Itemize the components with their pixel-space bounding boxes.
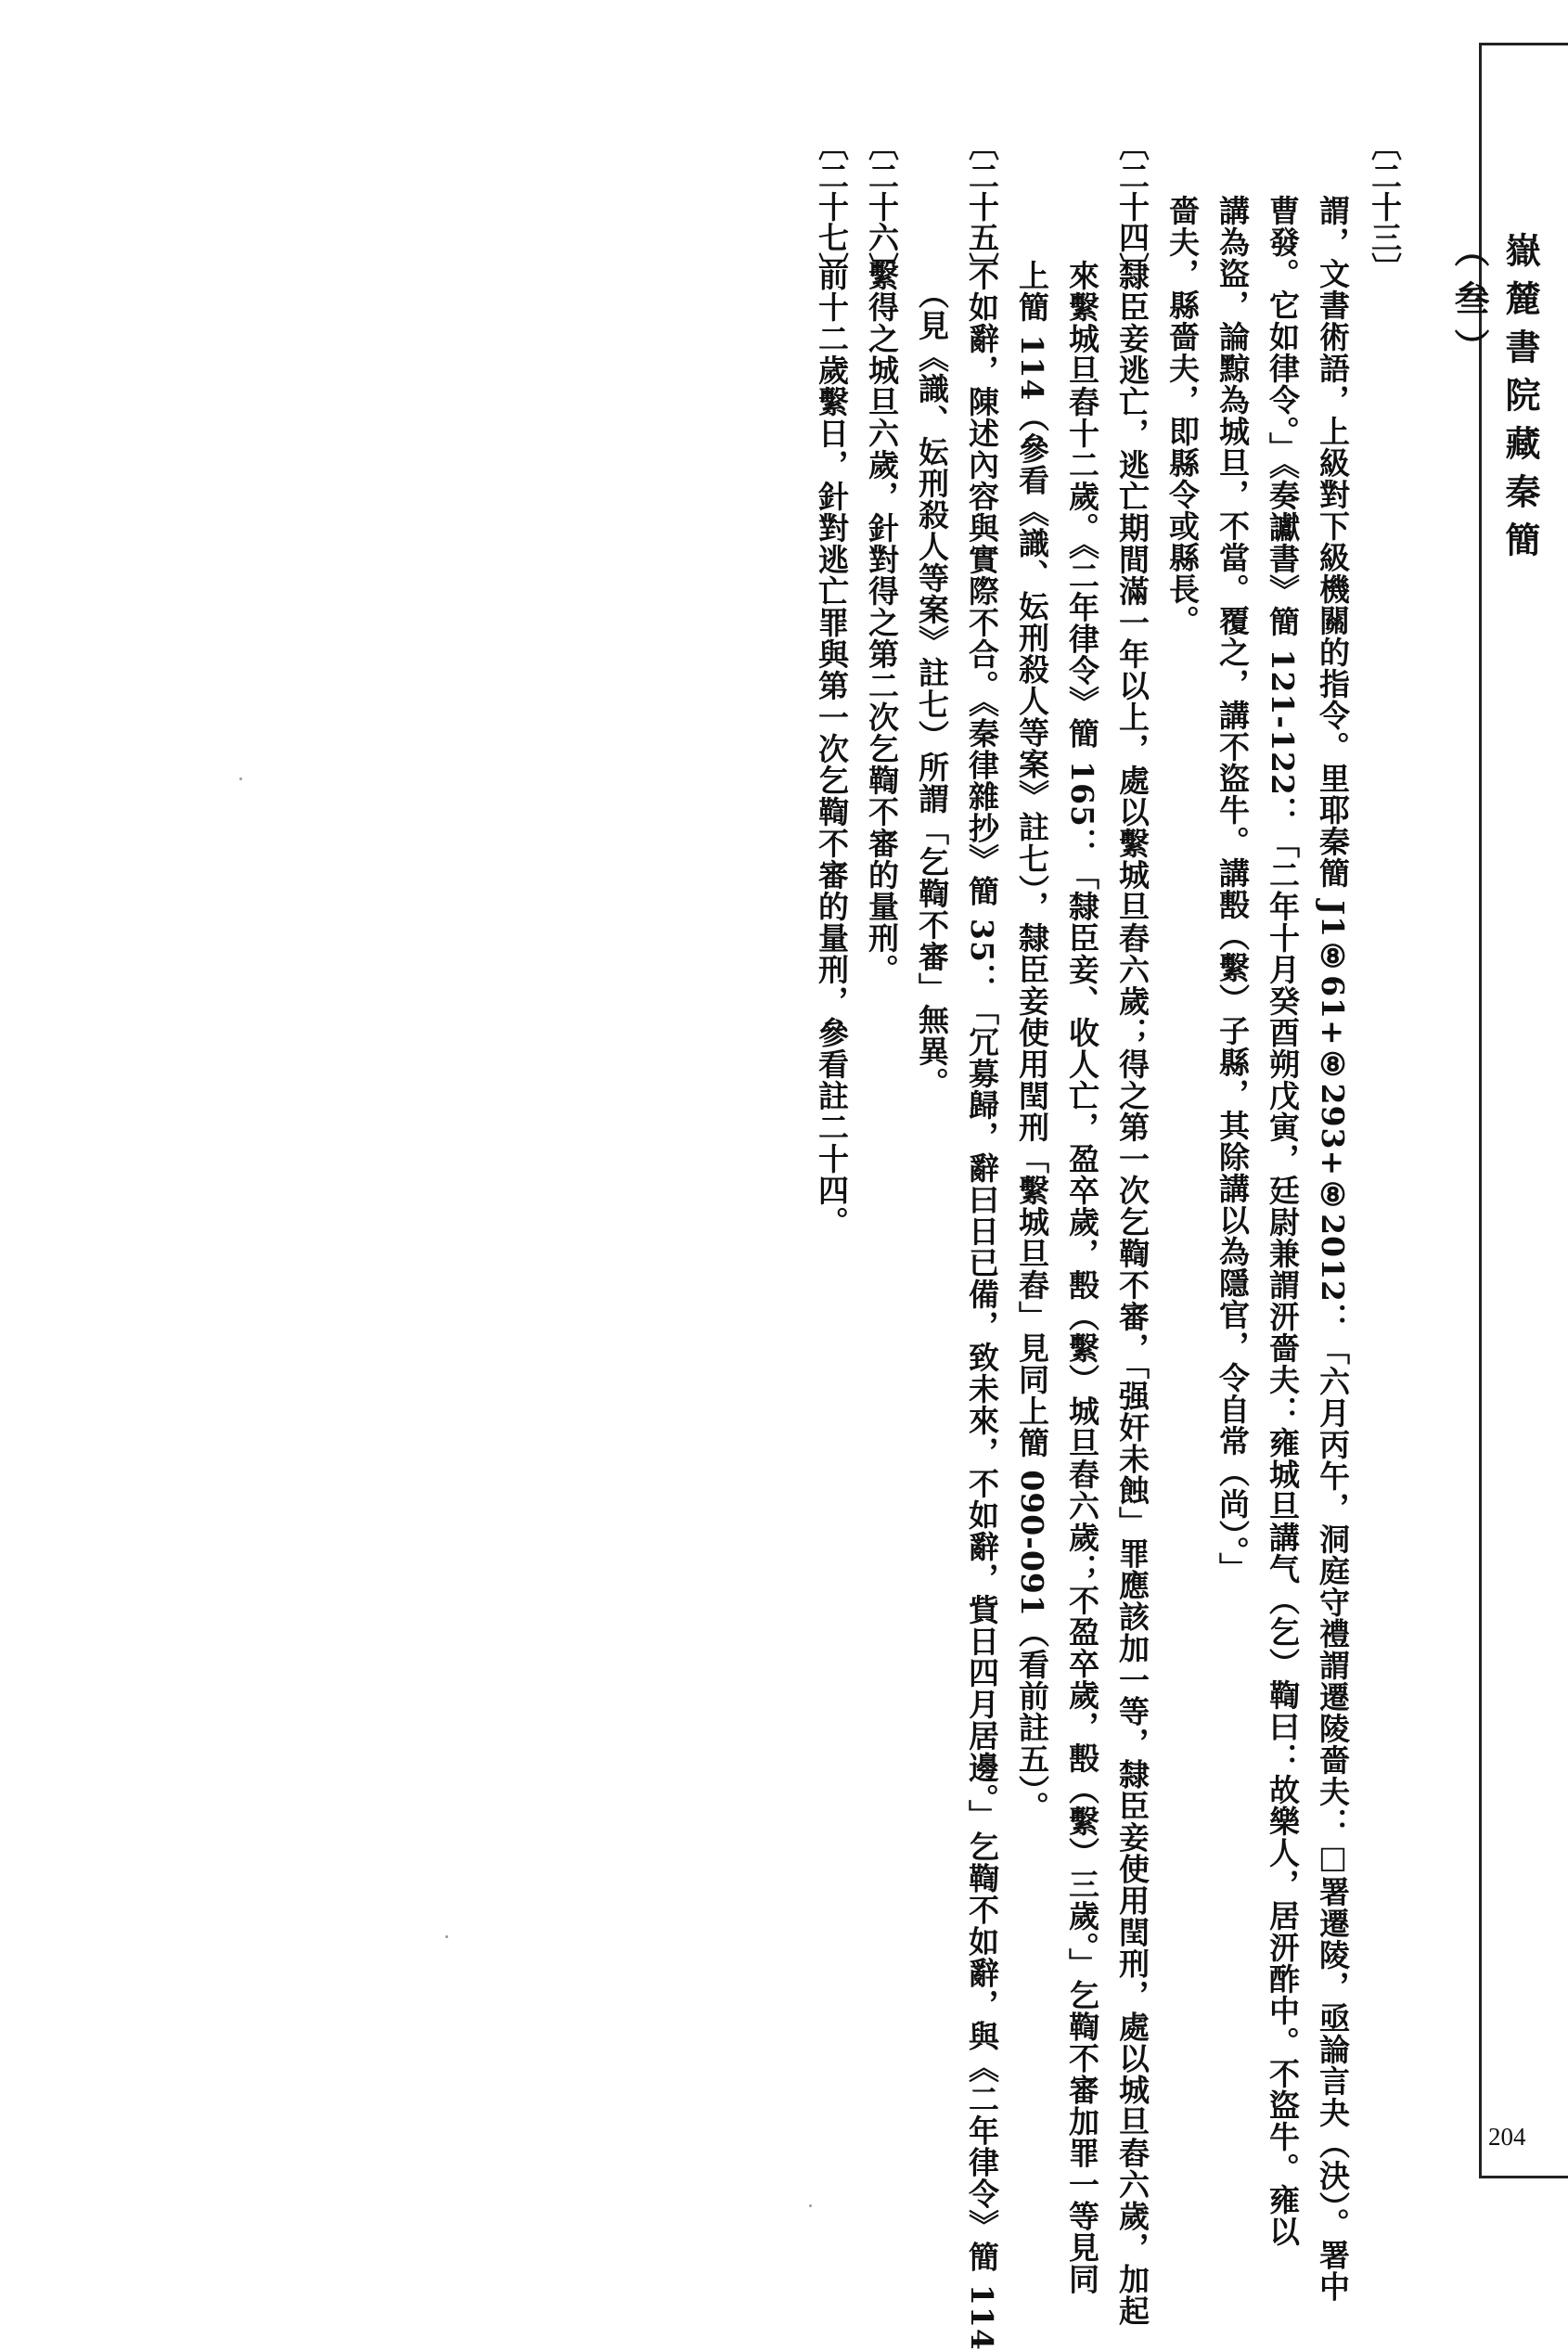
note-27-line-1: 前十二歲繫日，針對逃亡罪與第一次乞鞫不審的量刑，參看註二十四。 [814,260,850,1238]
note-27-number: 〔二十七〕 [814,130,850,283]
scan-speck [809,2204,812,2207]
scan-speck [445,1935,448,1938]
note-23-line-3: 講為盜，論黥為城旦，不當。覆之，講不盜牛。講毄（繫）子縣，其除講以為隱官，令自常（尚）。」 [1215,195,1251,1584]
note-23-line-2: 曹發。它如律令。」《奏讞書》簡 121-122：「二年十月癸酉朔戊寅，廷尉兼謂汧嗇夫：雍城旦講气（乞）鞫曰：故樂人，居汧酢中。不盜牛。雍以 [1265,195,1301,2247]
note-24-number: 〔二十四〕 [1114,130,1150,283]
note-23-line-4: 嗇夫，縣嗇夫，即縣令或縣長。 [1164,195,1201,636]
running-head: 嶽麓書院藏秦簡（叁） [1448,232,1541,570]
margin-frame-bottom-rule [1479,2176,1568,2178]
note-23-line-1: 謂，文書術語，上級對下級機關的指令。里耶秦簡 J1⑧61+⑧293+⑧2012：「六月丙午，洞庭守禮謂遷陵嗇夫：□署遷陵，亟論言夬（決）。署中 [1315,195,1351,2303]
note-26-line-1: 繫得之城旦六歲，針對得之第二次乞鞫不審的量刑。 [864,260,900,985]
note-25-line-2: （見《識、妘刑殺人等案》註七）所謂「乞鞫不審」無異。 [914,278,950,1098]
note-25-number: 〔二十五〕 [964,130,1000,283]
notes-body [814,130,1410,2351]
note-24-line-3: 上簡 114（參看《識、妘刑殺人等案》註七），隸臣妾使用閏刑「繫城旦舂」見同上簡 090-091（看前註五）。 [1014,260,1050,1823]
note-26-number: 〔二十六〕 [864,130,900,283]
margin-frame-top-rule [1479,43,1568,45]
note-25-line-1: 不如辭，陳述內容與實際不合。《秦律雜抄》簡 35：「冗募歸，辭曰日已備，致未來，不如辭，貲日四月居邊。」乞鞫不如辭，與《二年律令》簡 114 [964,260,1000,2351]
note-23-number: 〔二十三〕 [1367,130,1403,283]
note-24-line-1: 隸臣妾逃亡，逃亡期間滿一年以上，處以繫城旦舂六歲；得之第一次乞鞫不審，「强奸未蝕」罪應該加一等，隸臣妾使用閏刑，處以城旦舂六歲，加起 [1114,260,1150,2327]
scan-speck [239,777,242,780]
note-24-line-2: 來繫城旦舂十二歲。《二年律令》簡 165：「隸臣妾、收人亡，盈卒歲，毄（繫）城旦舂六歲；不盈卒歲，毄（繫）三歲。」乞鞫不審加罪一等見同 [1064,260,1100,2295]
page-number: 204 [1488,2123,1526,2151]
